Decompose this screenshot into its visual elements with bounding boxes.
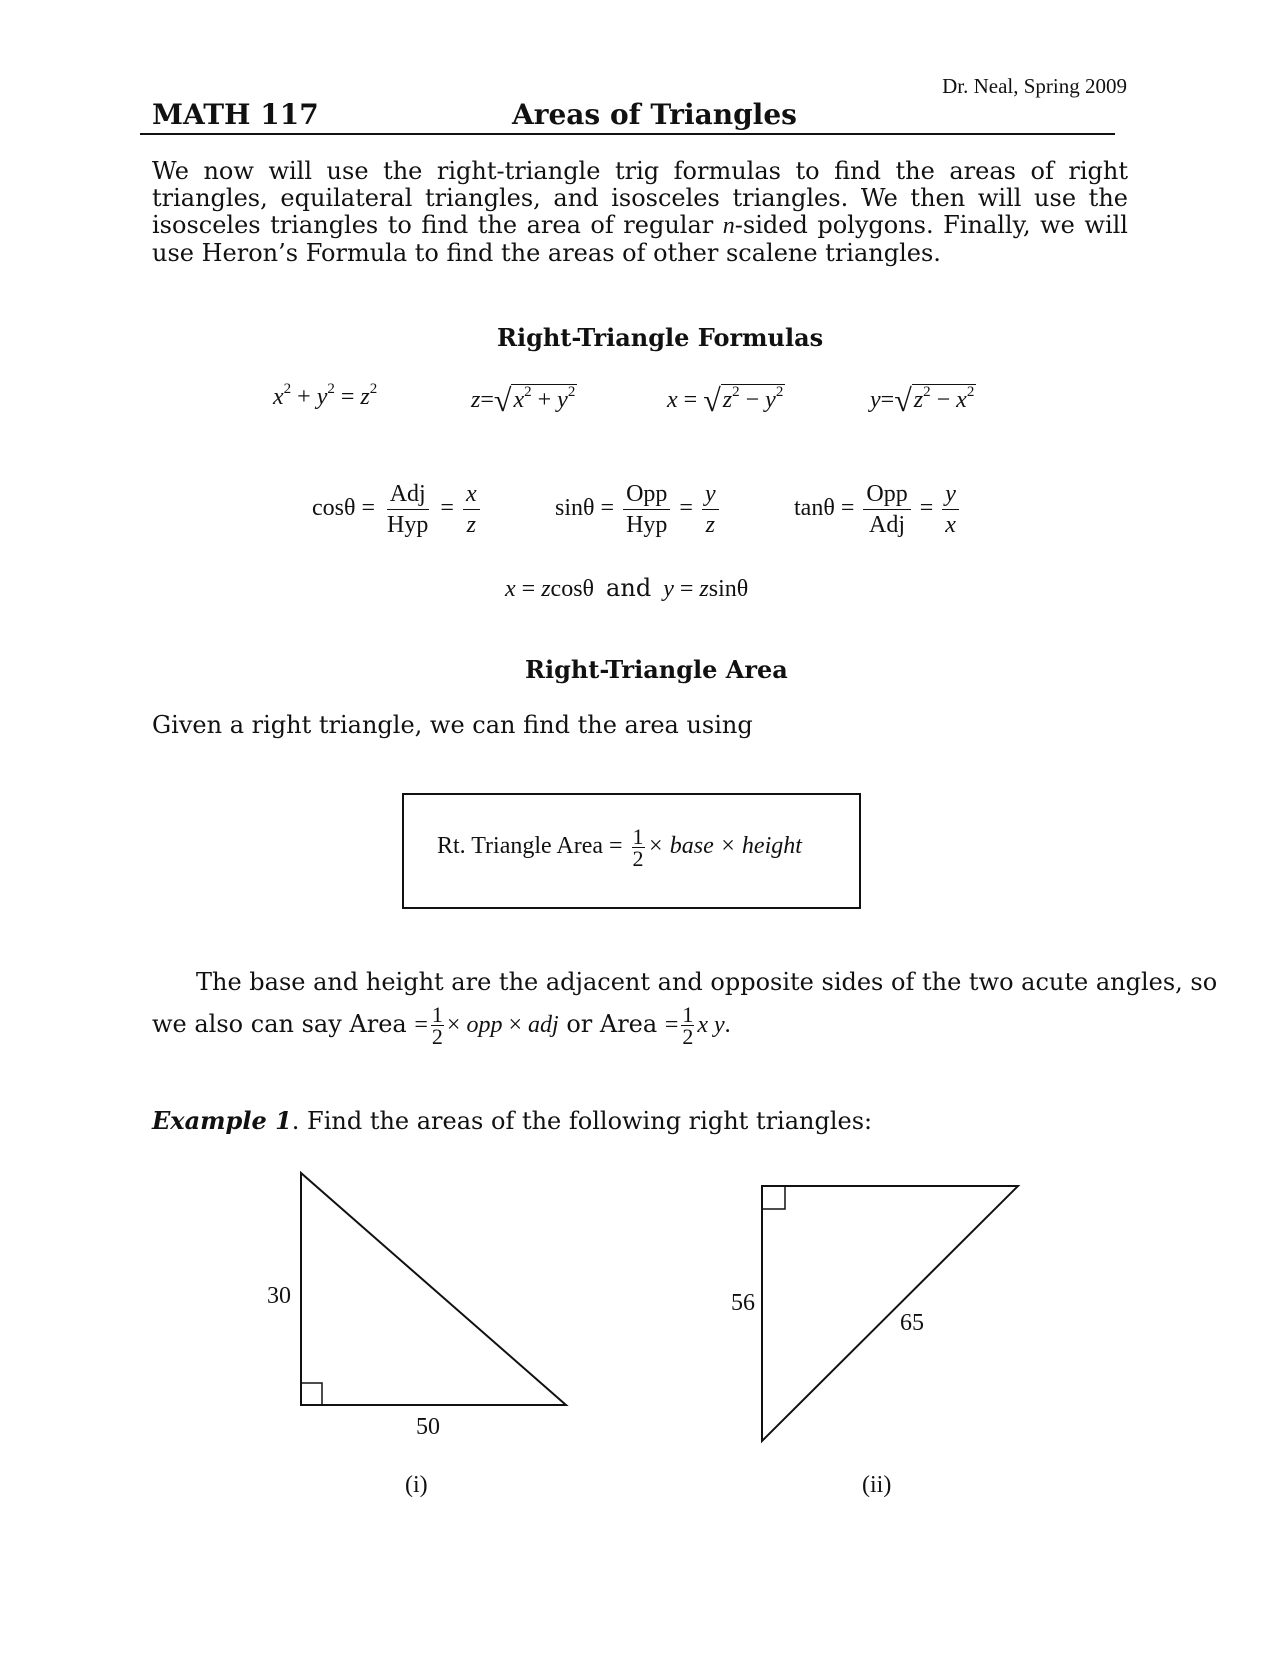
and-word: and (606, 574, 652, 602)
triangle-i (301, 1173, 566, 1405)
example-text: . Find the areas of the following right triangles: (291, 1107, 873, 1135)
cos-label: cosθ (312, 495, 356, 522)
tan-label: tanθ (794, 495, 835, 522)
sin-bottom2: z (705, 512, 715, 538)
triangle-ii-right-angle (762, 1186, 785, 1209)
intro-text-a: We now will use the right-triangle trig formulas to find the areas of right triangles, equilateral triangles, and isosceles triangles. We then will use the isosceles triangles to find the area of regular (152, 157, 1128, 239)
sin-ratio: sinθ = $\frac{\text{Opp}}{\text{Hyp}}$ = $\frac{y}{z}$ (555, 479, 722, 540)
example-label: Example 1 (152, 1106, 292, 1135)
box-label: Rt. Triangle Area (437, 833, 603, 860)
tan-bottom: Adj (869, 512, 906, 538)
sin-top: Opp (623, 479, 670, 510)
paragraph-2-line-1: The base and height are the adjacent and opposite sides of the two acute angles, so (196, 968, 1218, 996)
tan-bottom2: x (945, 512, 956, 538)
course-code: MATH 117 (152, 98, 319, 131)
tri1-side-base: 50 (416, 1414, 440, 1440)
formulas-heading: Right-Triangle Formulas (497, 323, 824, 352)
intro-text-b: -sided polygons. Finally, we will use Heron’s Formula to find the areas of other scalene triangles. (152, 211, 1128, 267)
para-or: or Area (566, 1010, 665, 1038)
triangle-ii (762, 1186, 1018, 1441)
xy-cos-sin-formula: x = zcosθ and y = zsinθ (505, 574, 749, 602)
triangle-i-right-angle (301, 1383, 322, 1405)
para-b: we also can say Area (152, 1010, 415, 1038)
tri2-side-hyp: 65 (900, 1310, 924, 1336)
tan-top2: y (942, 479, 959, 510)
area-heading: Right-Triangle Area (525, 655, 788, 684)
tri1-caption: (i) (405, 1472, 428, 1498)
sin-label: sinθ (555, 495, 595, 522)
tri1-side-vertical: 30 (267, 1283, 291, 1309)
sin-bottom: Hyp (626, 512, 668, 538)
x-formula: $x = √z^2 - y^2$ (667, 382, 784, 418)
cos-bottom: Hyp (387, 512, 429, 538)
cos-top2: x (463, 479, 480, 510)
given-text: Given a right triangle, we can find the area using (152, 711, 753, 739)
tan-ratio: tanθ = $\frac{\text{Opp}}{\text{Adj}}$ = $\frac{y}{x}$ (794, 479, 962, 540)
para-opp: opp (466, 1012, 503, 1038)
tan-top: Opp (863, 479, 910, 510)
box-den: 2 (632, 846, 644, 871)
intro-n: n (722, 213, 735, 239)
cos-bottom2: z (466, 512, 476, 538)
pythagorean-formula: $x^2 + y^2 = z^2$ (273, 381, 378, 410)
sin-top2: y (702, 479, 719, 510)
box-num: 1 (632, 824, 644, 849)
cos-top: Adj (387, 479, 429, 510)
para-adj: adj (528, 1012, 559, 1038)
box-rest: × base × height (647, 833, 802, 860)
paragraph-2-line-2: we also can say Area = $\frac{1}{2}$ × opp × adj or Area = $\frac{1}{2}$ x y. (152, 1002, 731, 1049)
area-formula: Rt. Triangle Area = $\frac{1}{2}$ × base × height (437, 824, 802, 871)
author-date: Dr. Neal, Spring 2009 (942, 74, 1127, 98)
z-formula: $z=√x^2 + y^2$ (471, 382, 576, 418)
cos-ratio: cosθ = $\frac{\text{Adj}}{\text{Hyp}}$ = $\frac{x}{z}$ (312, 479, 483, 540)
para-xy: x y (697, 1012, 725, 1038)
y-formula: $y=√z^2 - x^2$ (870, 382, 975, 418)
page-title: Areas of Triangles (512, 98, 797, 131)
tri2-caption: (ii) (862, 1472, 892, 1498)
tri2-side-vertical: 56 (731, 1290, 755, 1316)
